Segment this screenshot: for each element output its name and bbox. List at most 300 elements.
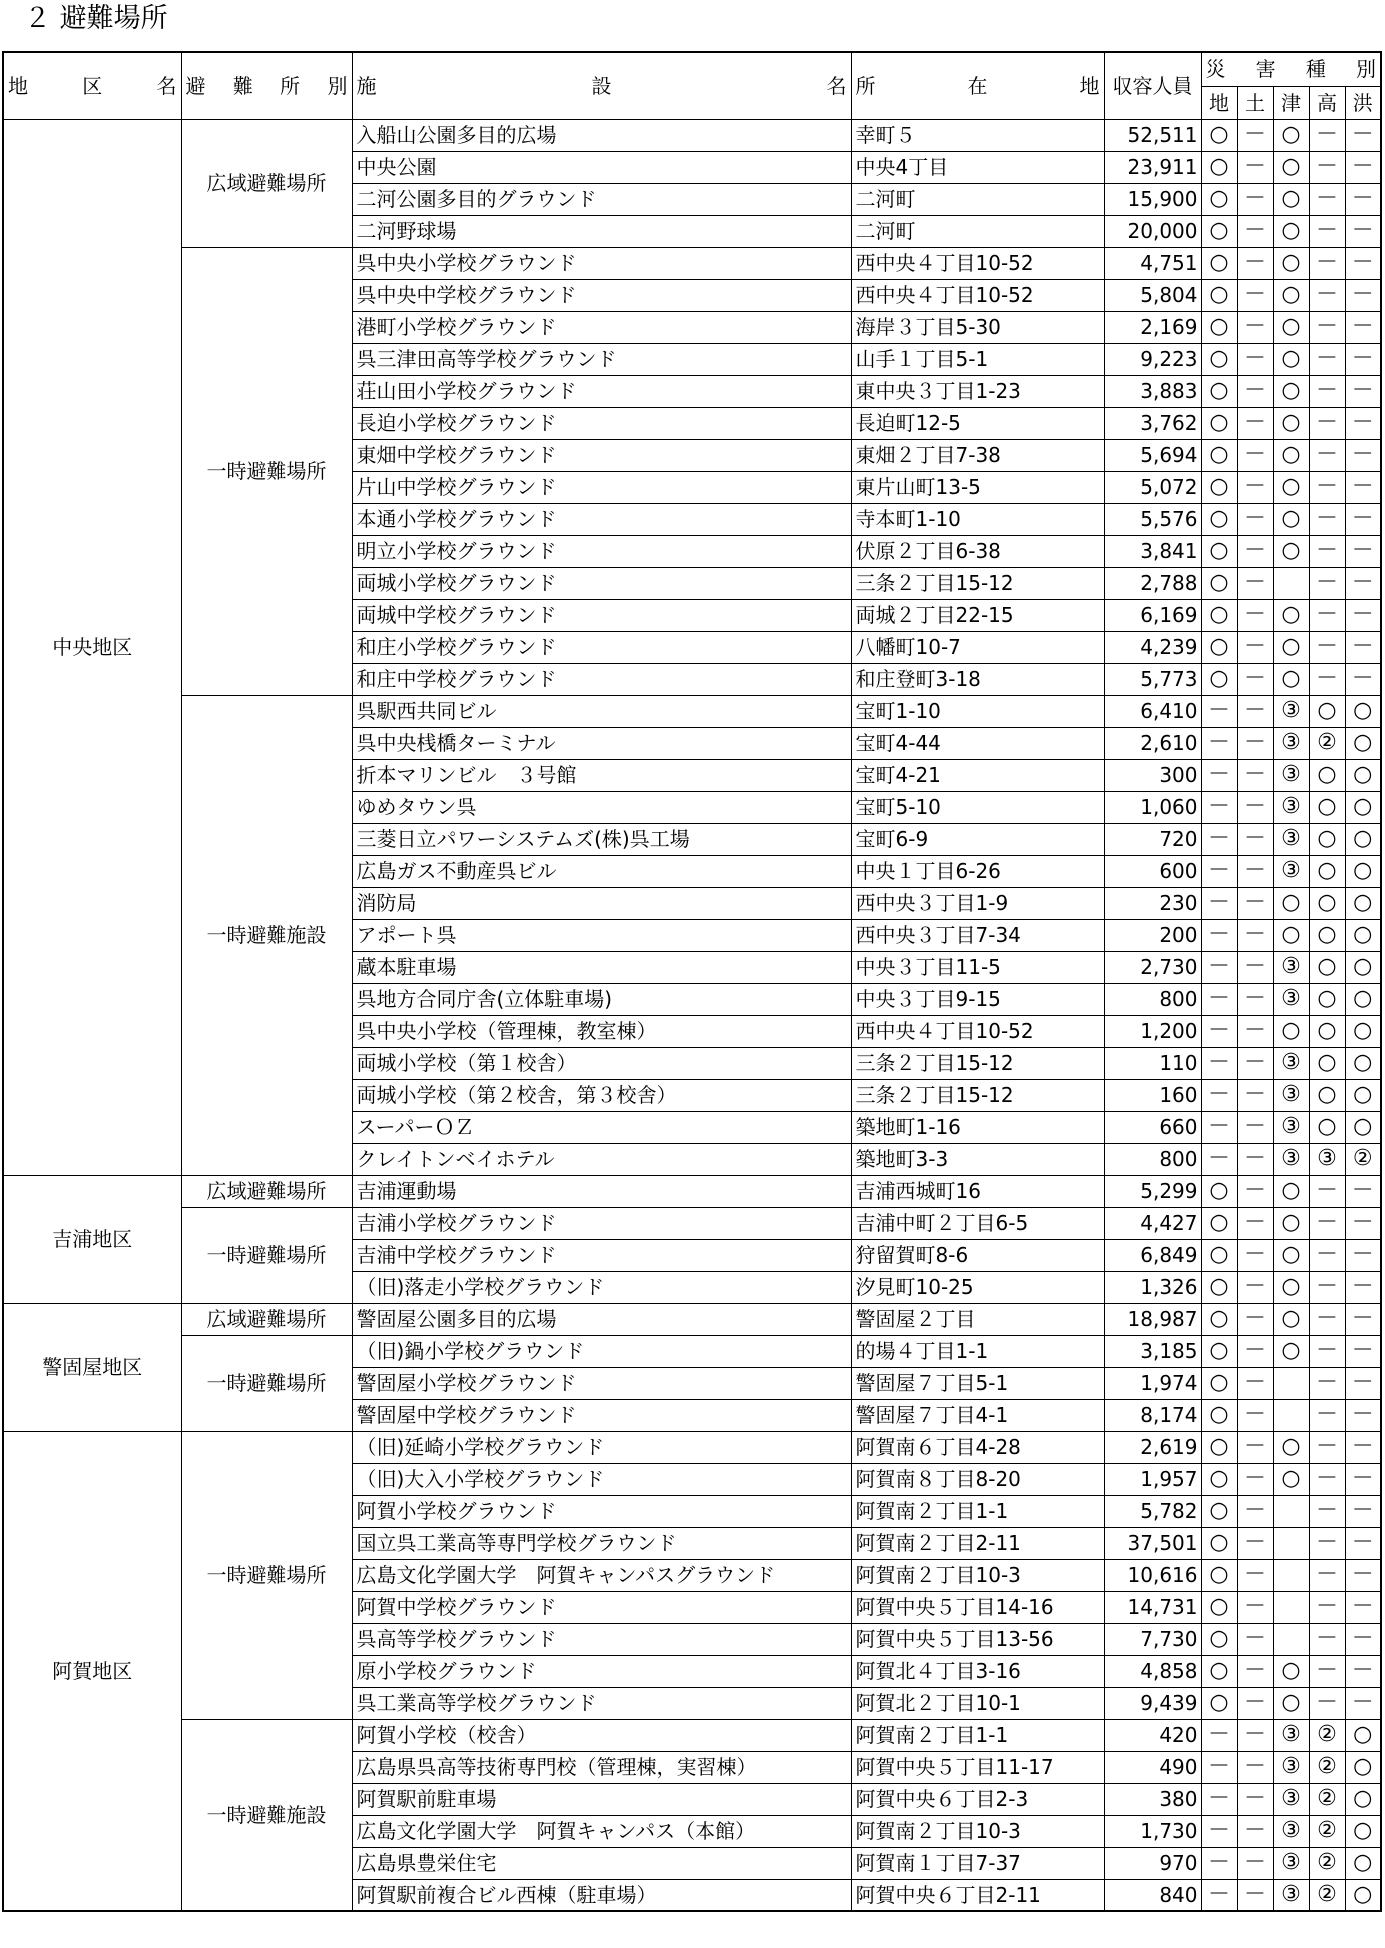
facility-name: 広島県豊栄住宅	[352, 1847, 851, 1879]
facility-name: 呉三津田高等学校グラウンド	[352, 343, 851, 375]
header-capacity: 収容人員	[1104, 52, 1201, 119]
hazard-earthquake-mark: －	[1201, 983, 1237, 1015]
capacity: 300	[1104, 759, 1201, 791]
hazard-earthquake-mark: －	[1201, 823, 1237, 855]
hazard-tsunami-mark: ○	[1273, 247, 1309, 279]
hazard-earthquake-mark: －	[1201, 1047, 1237, 1079]
table-body	[3, 119, 1381, 1911]
hazard-landslide-mark: －	[1237, 1399, 1273, 1431]
hazard-flood-mark: ○	[1345, 1783, 1381, 1815]
hazard-flood-mark: －	[1345, 1623, 1381, 1655]
hazard-flood-mark: ○	[1345, 759, 1381, 791]
hazard-landslide-mark: －	[1237, 151, 1273, 183]
hazard-storm-surge-mark: －	[1309, 1655, 1345, 1687]
facility-name: 呉駅西共同ビル	[352, 695, 851, 727]
hazard-earthquake-mark: ○	[1201, 247, 1237, 279]
hazard-flood-mark: －	[1345, 535, 1381, 567]
hazard-tsunami-mark: ○	[1273, 599, 1309, 631]
hazard-storm-surge-mark: ②	[1309, 1847, 1345, 1879]
hazard-storm-surge-mark: －	[1309, 1559, 1345, 1591]
facility-name: 広島ガス不動産呉ビル	[352, 855, 851, 887]
facility-name: 呉中央小学校（管理棟，教室棟）	[352, 1015, 851, 1047]
hazard-tsunami-mark: ③	[1273, 1719, 1309, 1751]
facility-address: 警固屋２丁目	[851, 1303, 1104, 1335]
hazard-flood-mark: ○	[1345, 823, 1381, 855]
hazard-tsunami-mark: ③	[1273, 1815, 1309, 1847]
hazard-landslide-mark: －	[1237, 1143, 1273, 1175]
hazard-flood-mark: ○	[1345, 887, 1381, 919]
hazard-tsunami-mark: ③	[1273, 1143, 1309, 1175]
hazard-flood-mark: －	[1345, 1207, 1381, 1239]
hazard-flood-mark: ○	[1345, 1751, 1381, 1783]
hazard-tsunami-mark	[1273, 1591, 1309, 1623]
facility-name: 阿賀駅前複合ビル西棟（駐車場）	[352, 1879, 851, 1911]
capacity: 200	[1104, 919, 1201, 951]
hazard-flood-mark: －	[1345, 151, 1381, 183]
hazard-landslide-mark: －	[1237, 215, 1273, 247]
hazard-flood-mark: ○	[1345, 1047, 1381, 1079]
hazard-storm-surge-mark: －	[1309, 1463, 1345, 1495]
hazard-tsunami-mark: ③	[1273, 791, 1309, 823]
facility-address: 二河町	[851, 215, 1104, 247]
hazard-flood-mark: －	[1345, 567, 1381, 599]
hazard-landslide-mark: －	[1237, 1527, 1273, 1559]
facility-address: 幸町５	[851, 119, 1104, 151]
hazard-earthquake-mark: ○	[1201, 1335, 1237, 1367]
hazard-storm-surge-mark: －	[1309, 599, 1345, 631]
shelter-type: 一時避難場所	[181, 1335, 352, 1431]
facility-name: 阿賀小学校グラウンド	[352, 1495, 851, 1527]
hazard-storm-surge-mark: －	[1309, 1495, 1345, 1527]
facility-name: 長迫小学校グラウンド	[352, 407, 851, 439]
hazard-storm-surge-mark: ○	[1309, 1079, 1345, 1111]
hazard-landslide-mark: －	[1237, 1847, 1273, 1879]
district-name: 吉浦地区	[3, 1175, 181, 1303]
hazard-storm-surge-mark: ○	[1309, 695, 1345, 727]
hazard-tsunami-mark: ③	[1273, 823, 1309, 855]
hazard-landslide-mark: －	[1237, 1495, 1273, 1527]
hazard-landslide-mark: －	[1237, 1335, 1273, 1367]
facility-address: 阿賀中央６丁目2-11	[851, 1879, 1104, 1911]
capacity: 7,730	[1104, 1623, 1201, 1655]
hazard-earthquake-mark: ○	[1201, 503, 1237, 535]
facility-name: 呉中央小学校グラウンド	[352, 247, 851, 279]
table-row	[3, 1335, 1381, 1367]
hazard-landslide-mark: －	[1237, 503, 1273, 535]
hazard-storm-surge-mark: －	[1309, 471, 1345, 503]
facility-name: 本通小学校グラウンド	[352, 503, 851, 535]
hazard-earthquake-mark: －	[1201, 759, 1237, 791]
hazard-landslide-mark: －	[1237, 919, 1273, 951]
facility-address: 狩留賀町8-6	[851, 1239, 1104, 1271]
hazard-tsunami-mark: ○	[1273, 1175, 1309, 1207]
hazard-flood-mark: －	[1345, 279, 1381, 311]
capacity: 2,619	[1104, 1431, 1201, 1463]
facility-address: 築地町3-3	[851, 1143, 1104, 1175]
capacity: 4,858	[1104, 1655, 1201, 1687]
capacity: 2,169	[1104, 311, 1201, 343]
hazard-flood-mark: －	[1345, 471, 1381, 503]
facility-address: 築地町1-16	[851, 1111, 1104, 1143]
facility-name: ゆめタウン呉	[352, 791, 851, 823]
district-name: 阿賀地区	[3, 1431, 181, 1911]
hazard-tsunami-mark: ○	[1273, 663, 1309, 695]
hazard-storm-surge-mark: ②	[1309, 1783, 1345, 1815]
capacity: 4,239	[1104, 631, 1201, 663]
hazard-tsunami-mark: ③	[1273, 1879, 1309, 1911]
facility-address: 宝町1-10	[851, 695, 1104, 727]
hazard-landslide-mark: －	[1237, 471, 1273, 503]
hazard-flood-mark: ○	[1345, 1815, 1381, 1847]
hazard-storm-surge-mark: －	[1309, 151, 1345, 183]
header-hazard-storm-surge: 高	[1309, 86, 1345, 119]
hazard-tsunami-mark	[1273, 1559, 1309, 1591]
capacity: 970	[1104, 1847, 1201, 1879]
hazard-landslide-mark: －	[1237, 1591, 1273, 1623]
facility-name: 広島県呉高等技術専門校（管理棟，実習棟）	[352, 1751, 851, 1783]
hazard-tsunami-mark: ○	[1273, 1687, 1309, 1719]
capacity: 6,849	[1104, 1239, 1201, 1271]
hazard-earthquake-mark: ○	[1201, 1687, 1237, 1719]
hazard-landslide-mark: －	[1237, 1623, 1273, 1655]
table-row	[3, 695, 1381, 727]
facility-address: 伏原２丁目6-38	[851, 535, 1104, 567]
facility-name: 二河野球場	[352, 215, 851, 247]
facility-address: 阿賀南２丁目1-1	[851, 1495, 1104, 1527]
hazard-flood-mark: ○	[1345, 1847, 1381, 1879]
hazard-landslide-mark: －	[1237, 1175, 1273, 1207]
hazard-earthquake-mark: ○	[1201, 439, 1237, 471]
facility-name: 呉中央桟橋ターミナル	[352, 727, 851, 759]
hazard-landslide-mark: －	[1237, 1879, 1273, 1911]
facility-address: 宝町4-44	[851, 727, 1104, 759]
hazard-flood-mark: －	[1345, 663, 1381, 695]
shelter-type: 一時避難施設	[181, 695, 352, 1175]
hazard-flood-mark: ○	[1345, 919, 1381, 951]
hazard-storm-surge-mark: ○	[1309, 855, 1345, 887]
hazard-tsunami-mark	[1273, 1495, 1309, 1527]
facility-address: 中央１丁目6-26	[851, 855, 1104, 887]
header-facility-name: 施 設 名	[352, 52, 851, 119]
evacuation-site-table	[2, 51, 1382, 1912]
hazard-landslide-mark: －	[1237, 759, 1273, 791]
hazard-flood-mark: －	[1345, 1495, 1381, 1527]
facility-name: 阿賀駅前駐車場	[352, 1783, 851, 1815]
hazard-tsunami-mark: ○	[1273, 919, 1309, 951]
capacity: 15,900	[1104, 183, 1201, 215]
hazard-storm-surge-mark: －	[1309, 1335, 1345, 1367]
capacity: 3,841	[1104, 535, 1201, 567]
hazard-landslide-mark: －	[1237, 1367, 1273, 1399]
hazard-tsunami-mark: ③	[1273, 759, 1309, 791]
capacity: 160	[1104, 1079, 1201, 1111]
hazard-landslide-mark: －	[1237, 1559, 1273, 1591]
capacity: 420	[1104, 1719, 1201, 1751]
facility-name: （旧)延崎小学校グラウンド	[352, 1431, 851, 1463]
facility-address: 阿賀南２丁目10-3	[851, 1815, 1104, 1847]
hazard-flood-mark: －	[1345, 119, 1381, 151]
capacity: 840	[1104, 1879, 1201, 1911]
hazard-storm-surge-mark: －	[1309, 343, 1345, 375]
capacity: 5,804	[1104, 279, 1201, 311]
hazard-flood-mark: ○	[1345, 1015, 1381, 1047]
facility-address: 八幡町10-7	[851, 631, 1104, 663]
hazard-flood-mark: －	[1345, 1399, 1381, 1431]
facility-address: 長迫町12-5	[851, 407, 1104, 439]
facility-address: 西中央４丁目10-52	[851, 247, 1104, 279]
hazard-storm-surge-mark: －	[1309, 439, 1345, 471]
hazard-storm-surge-mark: －	[1309, 567, 1345, 599]
capacity: 8,174	[1104, 1399, 1201, 1431]
hazard-flood-mark: －	[1345, 1175, 1381, 1207]
hazard-storm-surge-mark: ○	[1309, 1015, 1345, 1047]
hazard-tsunami-mark: ○	[1273, 535, 1309, 567]
facility-name: 片山中学校グラウンド	[352, 471, 851, 503]
hazard-flood-mark: －	[1345, 183, 1381, 215]
hazard-landslide-mark: －	[1237, 1239, 1273, 1271]
hazard-earthquake-mark: ○	[1201, 1303, 1237, 1335]
facility-name: 両城中学校グラウンド	[352, 599, 851, 631]
hazard-storm-surge-mark: －	[1309, 1207, 1345, 1239]
capacity: 6,169	[1104, 599, 1201, 631]
hazard-tsunami-mark: ○	[1273, 503, 1309, 535]
facility-name: 阿賀中学校グラウンド	[352, 1591, 851, 1623]
facility-address: 阿賀南２丁目2-11	[851, 1527, 1104, 1559]
hazard-earthquake-mark: －	[1201, 1143, 1237, 1175]
facility-name: 両城小学校グラウンド	[352, 567, 851, 599]
facility-address: 両城２丁目22-15	[851, 599, 1104, 631]
hazard-flood-mark: －	[1345, 215, 1381, 247]
capacity: 1,974	[1104, 1367, 1201, 1399]
hazard-earthquake-mark: ○	[1201, 119, 1237, 151]
facility-name: 両城小学校（第２校舎，第３校舎）	[352, 1079, 851, 1111]
hazard-landslide-mark: －	[1237, 695, 1273, 727]
facility-address: 中央３丁目9-15	[851, 983, 1104, 1015]
hazard-earthquake-mark: ○	[1201, 1559, 1237, 1591]
hazard-storm-surge-mark: ○	[1309, 823, 1345, 855]
capacity: 5,782	[1104, 1495, 1201, 1527]
shelter-type: 広域避難場所	[181, 1303, 352, 1335]
hazard-landslide-mark: －	[1237, 1719, 1273, 1751]
hazard-landslide-mark: －	[1237, 1687, 1273, 1719]
facility-address: 阿賀南１丁目7-37	[851, 1847, 1104, 1879]
hazard-landslide-mark: －	[1237, 183, 1273, 215]
hazard-tsunami-mark: ○	[1273, 279, 1309, 311]
hazard-storm-surge-mark: ○	[1309, 983, 1345, 1015]
hazard-landslide-mark: －	[1237, 1111, 1273, 1143]
hazard-tsunami-mark: ③	[1273, 983, 1309, 1015]
hazard-flood-mark: －	[1345, 1367, 1381, 1399]
facility-name: 消防局	[352, 887, 851, 919]
capacity: 380	[1104, 1783, 1201, 1815]
hazard-earthquake-mark: ○	[1201, 311, 1237, 343]
facility-address: 宝町5-10	[851, 791, 1104, 823]
hazard-flood-mark: ○	[1345, 855, 1381, 887]
hazard-flood-mark: ○	[1345, 727, 1381, 759]
facility-address: 阿賀南８丁目8-20	[851, 1463, 1104, 1495]
facility-address: 海岸３丁目5-30	[851, 311, 1104, 343]
facility-address: 中央4丁目	[851, 151, 1104, 183]
hazard-tsunami-mark: ③	[1273, 1847, 1309, 1879]
capacity: 4,751	[1104, 247, 1201, 279]
capacity: 20,000	[1104, 215, 1201, 247]
capacity: 5,576	[1104, 503, 1201, 535]
facility-address: 西中央４丁目10-52	[851, 279, 1104, 311]
hazard-earthquake-mark: －	[1201, 1719, 1237, 1751]
hazard-earthquake-mark: ○	[1201, 407, 1237, 439]
capacity: 14,731	[1104, 1591, 1201, 1623]
hazard-landslide-mark: －	[1237, 1303, 1273, 1335]
hazard-landslide-mark: －	[1237, 247, 1273, 279]
hazard-storm-surge-mark: ○	[1309, 1047, 1345, 1079]
hazard-flood-mark: －	[1345, 1431, 1381, 1463]
hazard-tsunami-mark: ③	[1273, 1751, 1309, 1783]
capacity: 1,730	[1104, 1815, 1201, 1847]
capacity: 800	[1104, 1143, 1201, 1175]
hazard-flood-mark: －	[1345, 631, 1381, 663]
shelter-type: 一時避難場所	[181, 1431, 352, 1719]
hazard-tsunami-mark: ③	[1273, 695, 1309, 727]
hazard-flood-mark: －	[1345, 1687, 1381, 1719]
hazard-flood-mark: －	[1345, 1335, 1381, 1367]
hazard-landslide-mark: －	[1237, 1271, 1273, 1303]
capacity: 3,185	[1104, 1335, 1201, 1367]
header-hazard-earthquake: 地	[1201, 86, 1237, 119]
facility-name: スーパーＯＺ	[352, 1111, 851, 1143]
hazard-earthquake-mark: －	[1201, 791, 1237, 823]
header-shelter-type: 避 難 所 別	[181, 52, 352, 119]
facility-name: （旧)鍋小学校グラウンド	[352, 1335, 851, 1367]
header-hazard-landslide: 土	[1237, 86, 1273, 119]
facility-name: 国立呉工業高等専門学校グラウンド	[352, 1527, 851, 1559]
capacity: 18,987	[1104, 1303, 1201, 1335]
hazard-tsunami-mark: ○	[1273, 407, 1309, 439]
hazard-flood-mark: －	[1345, 1271, 1381, 1303]
facility-name: 東畑中学校グラウンド	[352, 439, 851, 471]
hazard-landslide-mark: －	[1237, 1047, 1273, 1079]
hazard-tsunami-mark: ○	[1273, 887, 1309, 919]
hazard-storm-surge-mark: －	[1309, 1271, 1345, 1303]
hazard-landslide-mark: －	[1237, 855, 1273, 887]
hazard-tsunami-mark: ○	[1273, 343, 1309, 375]
hazard-earthquake-mark: ○	[1201, 183, 1237, 215]
hazard-storm-surge-mark: ○	[1309, 919, 1345, 951]
hazard-landslide-mark: －	[1237, 1783, 1273, 1815]
hazard-storm-surge-mark: －	[1309, 1623, 1345, 1655]
hazard-earthquake-mark: －	[1201, 1079, 1237, 1111]
capacity: 3,883	[1104, 375, 1201, 407]
facility-address: 宝町6-9	[851, 823, 1104, 855]
hazard-tsunami-mark: ③	[1273, 1783, 1309, 1815]
capacity: 800	[1104, 983, 1201, 1015]
hazard-storm-surge-mark: －	[1309, 311, 1345, 343]
facility-address: 寺本町1-10	[851, 503, 1104, 535]
hazard-storm-surge-mark: －	[1309, 631, 1345, 663]
hazard-earthquake-mark: －	[1201, 919, 1237, 951]
hazard-earthquake-mark: ○	[1201, 631, 1237, 663]
hazard-storm-surge-mark: －	[1309, 279, 1345, 311]
facility-address: 阿賀北２丁目10-1	[851, 1687, 1104, 1719]
hazard-tsunami-mark: ○	[1273, 1655, 1309, 1687]
facility-address: 東中央３丁目1-23	[851, 375, 1104, 407]
hazard-flood-mark: －	[1345, 599, 1381, 631]
hazard-tsunami-mark: ○	[1273, 311, 1309, 343]
hazard-flood-mark: －	[1345, 1303, 1381, 1335]
hazard-earthquake-mark: ○	[1201, 663, 1237, 695]
hazard-landslide-mark: －	[1237, 663, 1273, 695]
facility-name: 三菱日立パワーシステムズ(株)呉工場	[352, 823, 851, 855]
capacity: 37,501	[1104, 1527, 1201, 1559]
shelter-type: 一時避難場所	[181, 1207, 352, 1303]
capacity: 10,616	[1104, 1559, 1201, 1591]
hazard-tsunami-mark: ○	[1273, 119, 1309, 151]
capacity: 1,200	[1104, 1015, 1201, 1047]
hazard-tsunami-mark	[1273, 1399, 1309, 1431]
capacity: 4,427	[1104, 1207, 1201, 1239]
capacity: 23,911	[1104, 151, 1201, 183]
facility-address: 東畑２丁目7-38	[851, 439, 1104, 471]
shelter-type: 一時避難施設	[181, 1719, 352, 1911]
hazard-storm-surge-mark: ②	[1309, 1815, 1345, 1847]
hazard-tsunami-mark: ③	[1273, 951, 1309, 983]
hazard-landslide-mark: －	[1237, 951, 1273, 983]
shelter-type: 広域避難場所	[181, 119, 352, 247]
facility-address: 的場４丁目1-1	[851, 1335, 1104, 1367]
facility-name: アポート呉	[352, 919, 851, 951]
hazard-landslide-mark: －	[1237, 599, 1273, 631]
hazard-storm-surge-mark: －	[1309, 183, 1345, 215]
facility-name: 警固屋中学校グラウンド	[352, 1399, 851, 1431]
hazard-storm-surge-mark: ②	[1309, 1751, 1345, 1783]
hazard-flood-mark: ○	[1345, 695, 1381, 727]
hazard-flood-mark: －	[1345, 1239, 1381, 1271]
hazard-storm-surge-mark: ○	[1309, 951, 1345, 983]
hazard-storm-surge-mark: －	[1309, 119, 1345, 151]
facility-address: 西中央３丁目1-9	[851, 887, 1104, 919]
hazard-storm-surge-mark: －	[1309, 1527, 1345, 1559]
hazard-earthquake-mark: ○	[1201, 1591, 1237, 1623]
hazard-tsunami-mark: ○	[1273, 439, 1309, 471]
facility-name: 吉浦中学校グラウンド	[352, 1239, 851, 1271]
facility-name: 広島文化学園大学 阿賀キャンパスグラウンド	[352, 1559, 851, 1591]
facility-name: 警固屋小学校グラウンド	[352, 1367, 851, 1399]
hazard-tsunami-mark: ○	[1273, 1431, 1309, 1463]
header-hazard-flood: 洪	[1345, 86, 1381, 119]
capacity: 5,694	[1104, 439, 1201, 471]
hazard-flood-mark: －	[1345, 503, 1381, 535]
hazard-flood-mark: －	[1345, 1655, 1381, 1687]
hazard-earthquake-mark: ○	[1201, 343, 1237, 375]
hazard-earthquake-mark: ○	[1201, 1495, 1237, 1527]
hazard-tsunami-mark: ○	[1273, 215, 1309, 247]
hazard-earthquake-mark: ○	[1201, 1463, 1237, 1495]
facility-address: 吉浦中町２丁目6-5	[851, 1207, 1104, 1239]
capacity: 6,410	[1104, 695, 1201, 727]
facility-name: 荘山田小学校グラウンド	[352, 375, 851, 407]
district-name: 警固屋地区	[3, 1303, 181, 1431]
hazard-storm-surge-mark: ○	[1309, 759, 1345, 791]
capacity: 5,299	[1104, 1175, 1201, 1207]
facility-name: 折本マリンビル ３号館	[352, 759, 851, 791]
facility-address: 阿賀南２丁目10-3	[851, 1559, 1104, 1591]
capacity: 1,060	[1104, 791, 1201, 823]
hazard-storm-surge-mark: －	[1309, 215, 1345, 247]
hazard-earthquake-mark: －	[1201, 1783, 1237, 1815]
facility-address: 二河町	[851, 183, 1104, 215]
shelter-type: 広域避難場所	[181, 1175, 352, 1207]
capacity: 600	[1104, 855, 1201, 887]
facility-name: 蔵本駐車場	[352, 951, 851, 983]
